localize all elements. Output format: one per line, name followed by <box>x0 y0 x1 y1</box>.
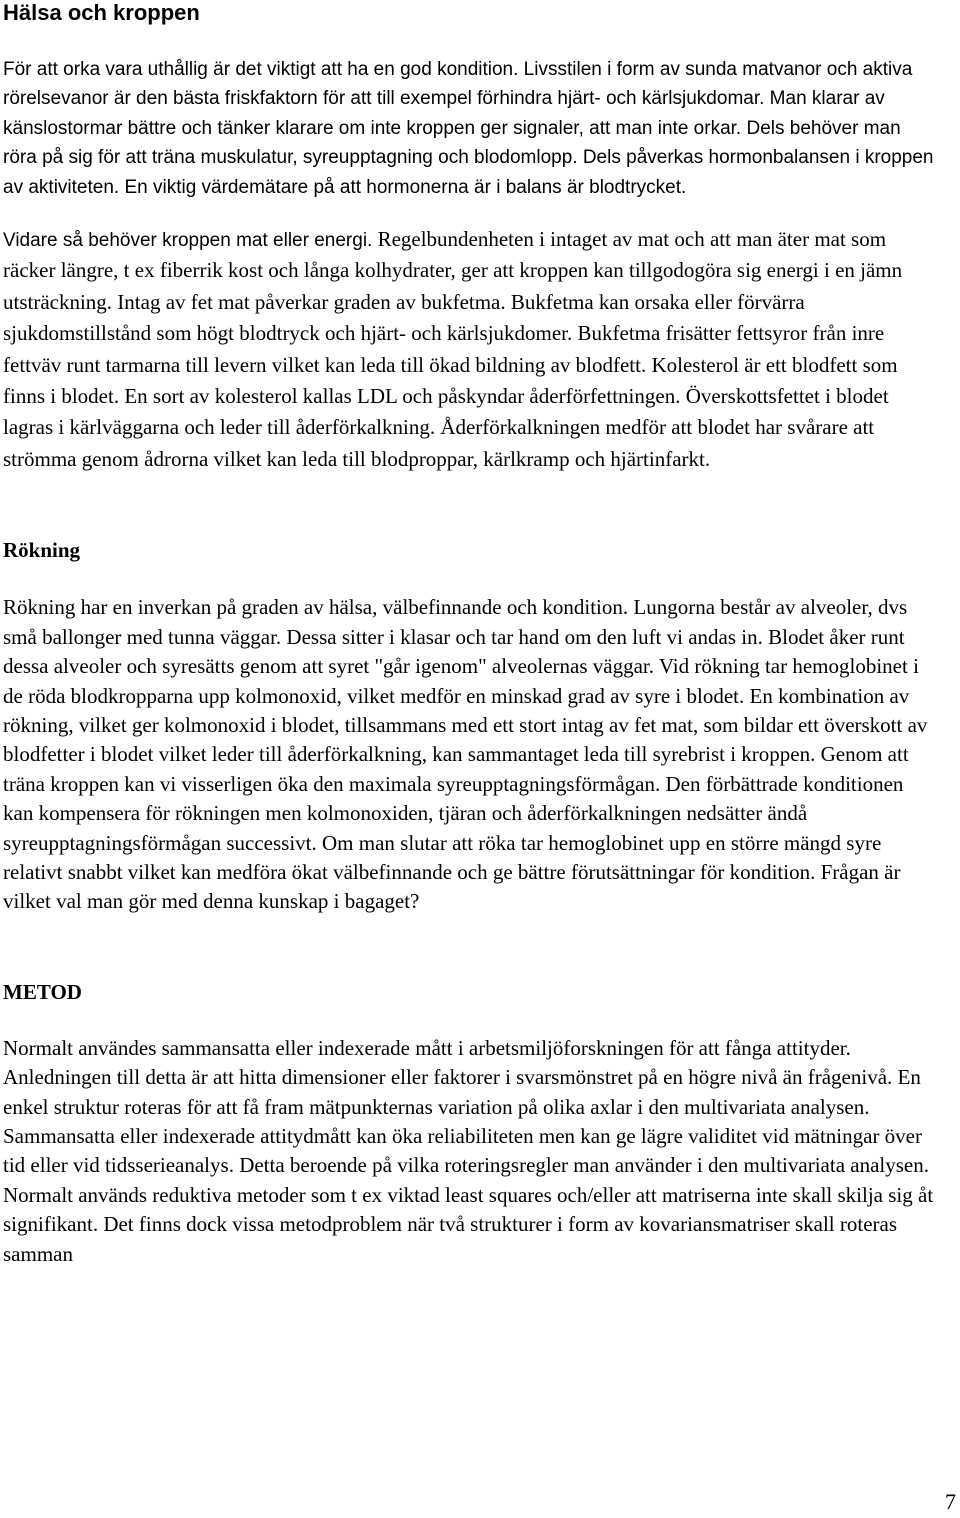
paragraph-halsa-2 <box>3 225 938 476</box>
paragraph-rokning: Rökning har en inverkan på graden av hälsa, välbefinnande och kondition. Lungorna består av alveoler, dvs små ballonger med tunna väggar. Dessa sitter i klasar och tar hand om den luft vi andas in. Blodet åker runt dessa alveoler och syresätts genom att syret "går igenom" alveolernas väggar. Vid rökning tar hemoglobinet i de röda blodkropparna upp kolmonoxid, vilket medför en minskad grad av syre i blodet. En kombination av rökning, vilket ger kolmonoxid i blodet, tillsammans med ett stort intag av fet mat, som bildar ett överskott av blodfetter i blodet vilket leder till åderförkalkning, kan sammantaget leda till syrebrist i kroppen. Genom att träna kroppen kan vi visserligen öka den maximala syreupptagningsförmågan. Den förbättrade konditionen kan kompensera för rökningen men kolmonoxiden, tjäran och åderförkalkningen nedsätter ändå syreupptagningsförmågan successivt. Om man slutar att röka tar hemoglobinet upp en större mängd syre relativt snabbt vilket kan medföra ökat välbefinnande och ge bättre förutsättningar för kondition. Frågan är vilket val man gör med denna kunskap i bagaget? <box>3 595 928 914</box>
section-heading-metod: METOD <box>3 979 82 1004</box>
paragraph-halsa-2-lead: Vidare så behöver kroppen mat eller energi. <box>3 230 373 252</box>
page-number: 7 <box>945 1489 956 1514</box>
paragraph-halsa-2-body: Regelbundenheten i intaget av mat och att man äter mat som räcker längre, t ex fiberrik kost och långa kolhydrater, ger att kroppen kan tillgodogöra sig energi i en jämn utsträckning. Intag av fet mat påverkar graden av bukfetma. Bukfetma kan orsaka eller förvärra sjukdomstillstånd som högt blodtryck och hjärt- och kärlsjukdomer. Bukfetma frisätter fettsyror från inre fettväv runt tarmarna till levern vilket kan leda till ökad bildning av blodfett. Kolesterol är ett blodfett som finns i blodet. En sort av kolesterol kallas LDL och påskyndar åderförfettningen. Överskottsfettet i blodet lagras i kärlväggarna och leder till åderförkalkning. Åderförkalkningen medför att blodet har svårare att strömma genom ådrorna vilket kan leda till blodproppar, kärlkramp och hjärtinfarkt. <box>3 227 903 471</box>
section-heading-rokning: Rökning <box>3 538 81 563</box>
document-page <box>3 0 938 1269</box>
section-heading-halsa: Hälsa och kroppen <box>3 0 200 25</box>
paragraph-halsa-1: För att orka vara uthållig är det viktigt att ha en god kondition. Livsstilen i form av sunda matvanor och aktiva rörelsevanor är den bästa friskfaktorn för att till exempel förhindra hjärt- och kärlsjukdomar. Man klarar av känslostormar bättre och tänker klarare om inte kroppen ger signaler, att man inte orkar. Dels behöver man röra på sig för att träna muskulatur, syreupptagning och blodomlopp. Dels påverkas hormonbalansen i kroppen av aktiviteten. En viktig värdemätare på att hormonerna är i balans är blodtrycket. <box>3 59 934 198</box>
paragraph-metod: Normalt användes sammansatta eller indexerade mått i arbetsmiljöforskningen för att fånga attityder. Anledningen till detta är att hitta dimensioner eller faktorer i svarsmönstret på en högre nivå än frågenivå. En enkel struktur roteras för att få fram mätpunkternas variation på olika axlar i den multivariata analysen. Sammansatta eller indexerade attitydmått kan öka reliabiliteten men kan ge lägre validitet vid mätningar över tid eller vid tidsserieanalys. Detta beroende på vilka roteringsregler man använder i den multivariata analysen. Normalt används reduktiva metoder som t ex viktad least squares och/eller att matriserna inte skall skilja sig åt signifikant. Det finns dock vissa metodproblem när två strukturer i form av kovariansmatriser skall roteras samman <box>3 1035 934 1266</box>
